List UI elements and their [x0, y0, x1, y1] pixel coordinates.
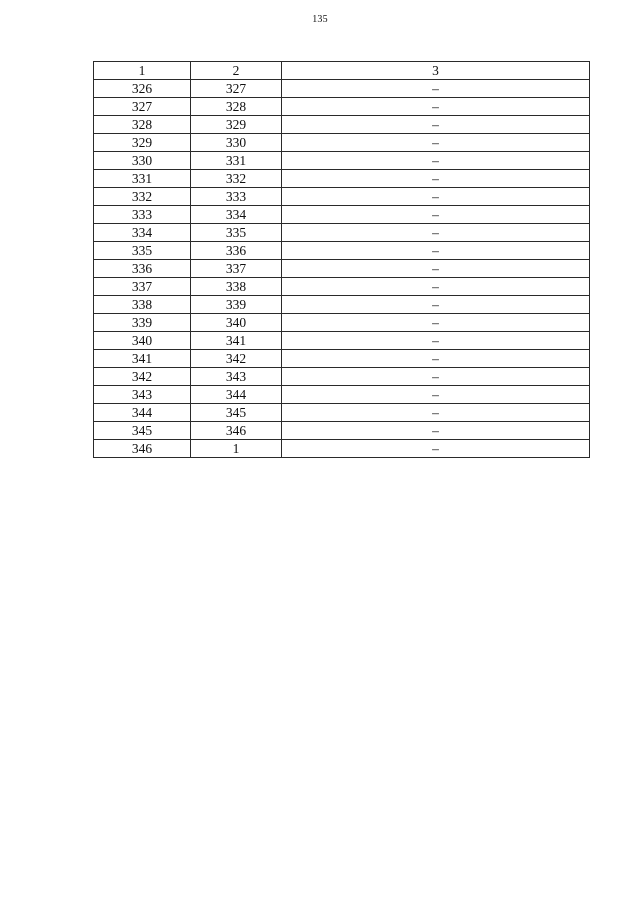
table-cell: 344 [94, 404, 191, 422]
table-cell: – [282, 134, 590, 152]
table-cell: 343 [191, 368, 282, 386]
table-cell: 341 [191, 332, 282, 350]
table-cell: – [282, 278, 590, 296]
table-cell: 333 [191, 188, 282, 206]
table-cell: – [282, 152, 590, 170]
column-header: 1 [94, 62, 191, 80]
table-cell: – [282, 422, 590, 440]
table-cell: 342 [94, 368, 191, 386]
table-cell: 326 [94, 80, 191, 98]
table-row [94, 170, 590, 188]
table-row [94, 98, 590, 116]
table-row [94, 134, 590, 152]
table-cell: – [282, 350, 590, 368]
table-cell: 329 [191, 116, 282, 134]
table-row [94, 206, 590, 224]
table-row [94, 152, 590, 170]
table-cell: 327 [94, 98, 191, 116]
table-cell: – [282, 206, 590, 224]
table-cell: 340 [191, 314, 282, 332]
table-cell: 346 [191, 422, 282, 440]
table-cell: – [282, 170, 590, 188]
table-cell: 332 [191, 170, 282, 188]
table-cell: 329 [94, 134, 191, 152]
table-row [94, 116, 590, 134]
table-cell: 339 [94, 314, 191, 332]
table-row [94, 314, 590, 332]
table-cell: 345 [94, 422, 191, 440]
table-cell: 342 [191, 350, 282, 368]
table-row [94, 404, 590, 422]
table-cell: – [282, 404, 590, 422]
table-cell: 337 [191, 260, 282, 278]
table-cell: 343 [94, 386, 191, 404]
table-cell: 327 [191, 80, 282, 98]
table-cell: 1 [191, 440, 282, 458]
table-cell: 331 [191, 152, 282, 170]
table-body [94, 80, 590, 458]
table-cell: 328 [94, 116, 191, 134]
table-row [94, 350, 590, 368]
table-cell: 340 [94, 332, 191, 350]
table-cell: – [282, 242, 590, 260]
table-cell: 334 [191, 206, 282, 224]
table-cell: – [282, 368, 590, 386]
table-row [94, 440, 590, 458]
table-cell: 346 [94, 440, 191, 458]
table-cell: – [282, 80, 590, 98]
table-row [94, 296, 590, 314]
table-row [94, 386, 590, 404]
table-cell: – [282, 386, 590, 404]
table-row [94, 188, 590, 206]
table-cell: 330 [191, 134, 282, 152]
table-cell: – [282, 98, 590, 116]
table-cell: 345 [191, 404, 282, 422]
table-cell: 331 [94, 170, 191, 188]
table-cell: – [282, 224, 590, 242]
table-cell: 335 [94, 242, 191, 260]
table-cell: – [282, 116, 590, 134]
table-cell: 337 [94, 278, 191, 296]
table-cell: 344 [191, 386, 282, 404]
table-row [94, 242, 590, 260]
table-row [94, 224, 590, 242]
table-row [94, 260, 590, 278]
page-number: 135 [312, 14, 328, 25]
table-row [94, 422, 590, 440]
table-cell: – [282, 296, 590, 314]
table-cell: 336 [94, 260, 191, 278]
table-cell: – [282, 332, 590, 350]
table-cell: 328 [191, 98, 282, 116]
table-cell: 330 [94, 152, 191, 170]
data-table [93, 61, 590, 458]
table-row [94, 332, 590, 350]
table-cell: 338 [191, 278, 282, 296]
table-cell: 339 [191, 296, 282, 314]
table-row [94, 278, 590, 296]
table-cell: 332 [94, 188, 191, 206]
table-cell: 341 [94, 350, 191, 368]
table-cell: 338 [94, 296, 191, 314]
table-row [94, 80, 590, 98]
table-cell: – [282, 188, 590, 206]
table-cell: – [282, 260, 590, 278]
table-cell: 334 [94, 224, 191, 242]
table-row [94, 368, 590, 386]
table-cell: – [282, 314, 590, 332]
table-cell: – [282, 440, 590, 458]
table-cell: 333 [94, 206, 191, 224]
column-header: 3 [282, 62, 590, 80]
table-header-row [94, 62, 590, 80]
table-cell: 336 [191, 242, 282, 260]
column-header: 2 [191, 62, 282, 80]
table-cell: 335 [191, 224, 282, 242]
